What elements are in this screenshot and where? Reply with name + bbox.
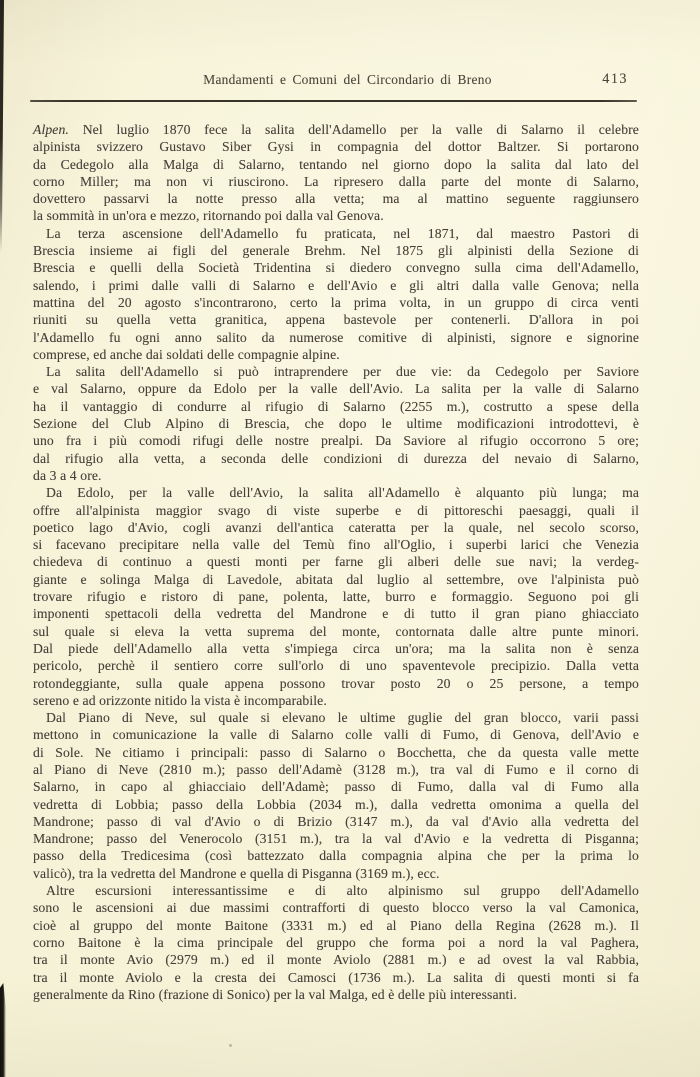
text-line: Dal piede dell'Adamello alla vetta s'impiega circa un'ora; ma la salita non è senza [33,640,639,656]
text-line: Dal Piano di Neve, sul quale si elevano le ultime guglie del gran blocco, varii passi [46,710,639,726]
text-line: Mandrone; passo di val d'Avio o di Brizio (3147 m.), da val d'Avio alla vedretta del [33,813,639,829]
text-line: comprese, ed anche dai soldati delle compagnie alpine. [33,346,340,362]
text-line: dovettero passarvi la notte presso alla vetta; ma al mattino seguente raggiunsero [33,191,639,207]
page-header [30,72,637,92]
text-line: Alpen. Nel luglio 1870 fece la salita dell'Adamello per la valle di Salarno il celebre [33,122,639,137]
text-line: Sezione del Club Alpino di Brescia, che dopo le ultime modificazioni introdottevi, è [33,416,639,432]
text-line: sereno e ad orizzonte nitido la vista è incomparabile. [33,692,327,708]
text-line: Salarno, in capo al ghiacciaio dell'Adamè; passo di Fumo, dalla val di Fumo alla [33,779,639,795]
text-line: Da Edolo, per la valle dell'Avio, la salita all'Adamello è alquanto più lunga; ma [46,485,639,501]
text-line: da 3 a 4 ore. [33,467,102,483]
text-line: dal rifugio alla vetta, a seconda delle condizioni di durezza del nevaio di Salarno, [33,450,639,466]
text-line: trovare rifugio e ristoro di pane, polenta, latte, burro e formaggio. Seguono poi gli [33,589,639,605]
text-line: uno fra i più comodi rifugi delle nostre prealpi. Da Saviore al rifugio occorrono 5 ore; [33,433,639,449]
paragraph [33,121,639,225]
paragraph [33,709,639,882]
text-line: si facevano precipitare nella valle del Temù fino all'Oglio, i superbi larici che Venezia [33,537,639,553]
text-line: tra il monte Aviolo e la cresta dei Camosci (1736 m.). La salita di questi monti si fa [33,969,639,985]
scan-gutter-artifact-bottom-left [0,983,6,1077]
text-line: di Sole. Ne citiamo i principali: passo di Salarno o Bocchetta, che da questa valle mette [33,744,639,760]
running-title: Mandamenti e Comuni del Circondario di Breno [203,72,492,87]
text-line: ha il vantaggio di condurre al rifugio di Salarno (2255 m.), costrutto a spese della [33,398,639,414]
text-line: al Piano di Neve (2810 m.); passo dell'Adamè (3128 m.), tra val di Fumo e il corno di [33,761,639,777]
text-line: rotondeggiante, sulla quale appena possono trovar posto 20 o 25 persone, a tempo [33,675,639,691]
text-line: passo della Tredicesima (così battezzato dalla compagnia alpina che per la prima lo [33,848,639,864]
text-line: la sommità in un'ora e mezzo, ritornando poi dalla val Genova. [33,208,384,224]
text-line: pericolo, perchè il sentiero corre sull'orlo di uno spaventevole precipizio. Dalla vetta [33,658,639,674]
text-line: cioè al gruppo del monte Baitone (3331 m.) ed al Piano della Regina (2628 m.). Il [33,917,639,933]
text-line: chiedeva di continuo a questi monti per farne gli alberi delle sue navi; la verdeg- [33,554,639,570]
text-line: l'Adamello fu ogni anno salito da numerose comitive di alpinisti, signore e signorine [33,329,639,345]
text-line: mettono in comunicazione la valle di Salarno colle valli di Fumo, di Genova, dell'Avio e [33,727,639,743]
text-line: Altre escursioni interessantissime e di alto alpinismo sul gruppo dell'Adamello [46,883,639,899]
text-line: mattina del 20 agosto s'incontrarono, certo la prima volta, in un gruppo di circa venti [33,294,639,310]
text-line: La salita dell'Adamello si può intraprendere per due vie: da Cedegolo per Saviore [46,364,639,380]
text-line: riuniti su quella vetta granitica, appena bastevole per contenerli. D'allora in poi [33,312,639,328]
text-line: valicò), tra la vedretta del Mandrone e quella di Pisganna (3169 m.), ecc. [33,865,440,881]
text-line: e val Salarno, oppure da Edolo per la valle dell'Avio. La salita per la valle di Salarno [33,381,639,397]
paragraph [33,484,639,709]
paragraph [33,363,639,484]
text-line: da Cedegolo alla Malga di Salarno, tentando nel giorno dopo la salita dal lato del [33,156,639,172]
text-line: generalmente da Rino (frazione di Sonico) per la val Malga, ed è delle più interessanti. [33,986,517,1002]
paragraph [33,882,639,1003]
paper-speck [229,1044,232,1047]
text-line: salendo, i primi dalle valli di Salarno e dell'Avio e gli altri dalla valle Genova; nella [33,277,639,293]
text-block [33,121,639,1003]
text-line: tra il monte Avio (2979 m.) ed il monte Aviolo (2881 m.) e ad ovest la val Rabbia, [33,952,639,968]
italic-lead-word: Alpen. [33,122,69,137]
text-line: corno Miller; ma non vi riuscirono. La ripresero dalla parte del monte di Salarno, [33,173,639,189]
scan-gutter-artifact-top-left [0,0,4,253]
text-line: imponenti spettacoli della vedretta del Mandrone e di tutto il gran piano ghiacciato [33,606,639,622]
text-line: sono le ascensioni ai due massimi contrafforti di questo blocco verso la val Camonica, [33,900,639,916]
text-line: La terza ascensione dell'Adamello fu praticata, nel 1871, dal maestro Pastori di [46,225,639,241]
text-line: Mandrone; passo del Venerocolo (3151 m.), tra la val d'Avio e la vedretta di Pisganna; [33,831,639,847]
text-line: alpinista svizzero Gustavo Siber Gysi in compagnia del dottor Baltzer. Si portarono [33,139,639,155]
text-line: offre all'alpinista maggior svago di viste superbe e di pittoreschi paesaggi, quali il [33,502,639,518]
text-line: giante e solinga Malga di Lavedole, abitata dal luglio al settembre, ove l'alpinista può [33,571,639,587]
text-line: vedretta di Lobbia; passo della Lobbia (2034 m.), dalla vedretta omonima a quella del [33,796,639,812]
text-line: sul quale si eleva la vetta suprema del monte, contornata dalle altre punte minori. [33,623,639,639]
text-line: Brescia e quelli della Società Tridentina si diedero convegno sulla cima dell'Adamello, [33,260,639,276]
header-rule [30,100,637,102]
page-number: 413 [602,71,628,87]
text-line: Brescia insieme ai figli del generale Brehm. Nel 1875 gli alpinisti della Sezione di [33,243,639,259]
text-line: poetico lago d'Avio, cogli avanzi dell'antica cateratta per la quale, nel secolo scorso, [33,519,639,535]
paragraph [33,225,639,363]
text-line: corno Baitone è la cima principale del gruppo che forma poi a nord la val Paghera, [33,934,639,950]
